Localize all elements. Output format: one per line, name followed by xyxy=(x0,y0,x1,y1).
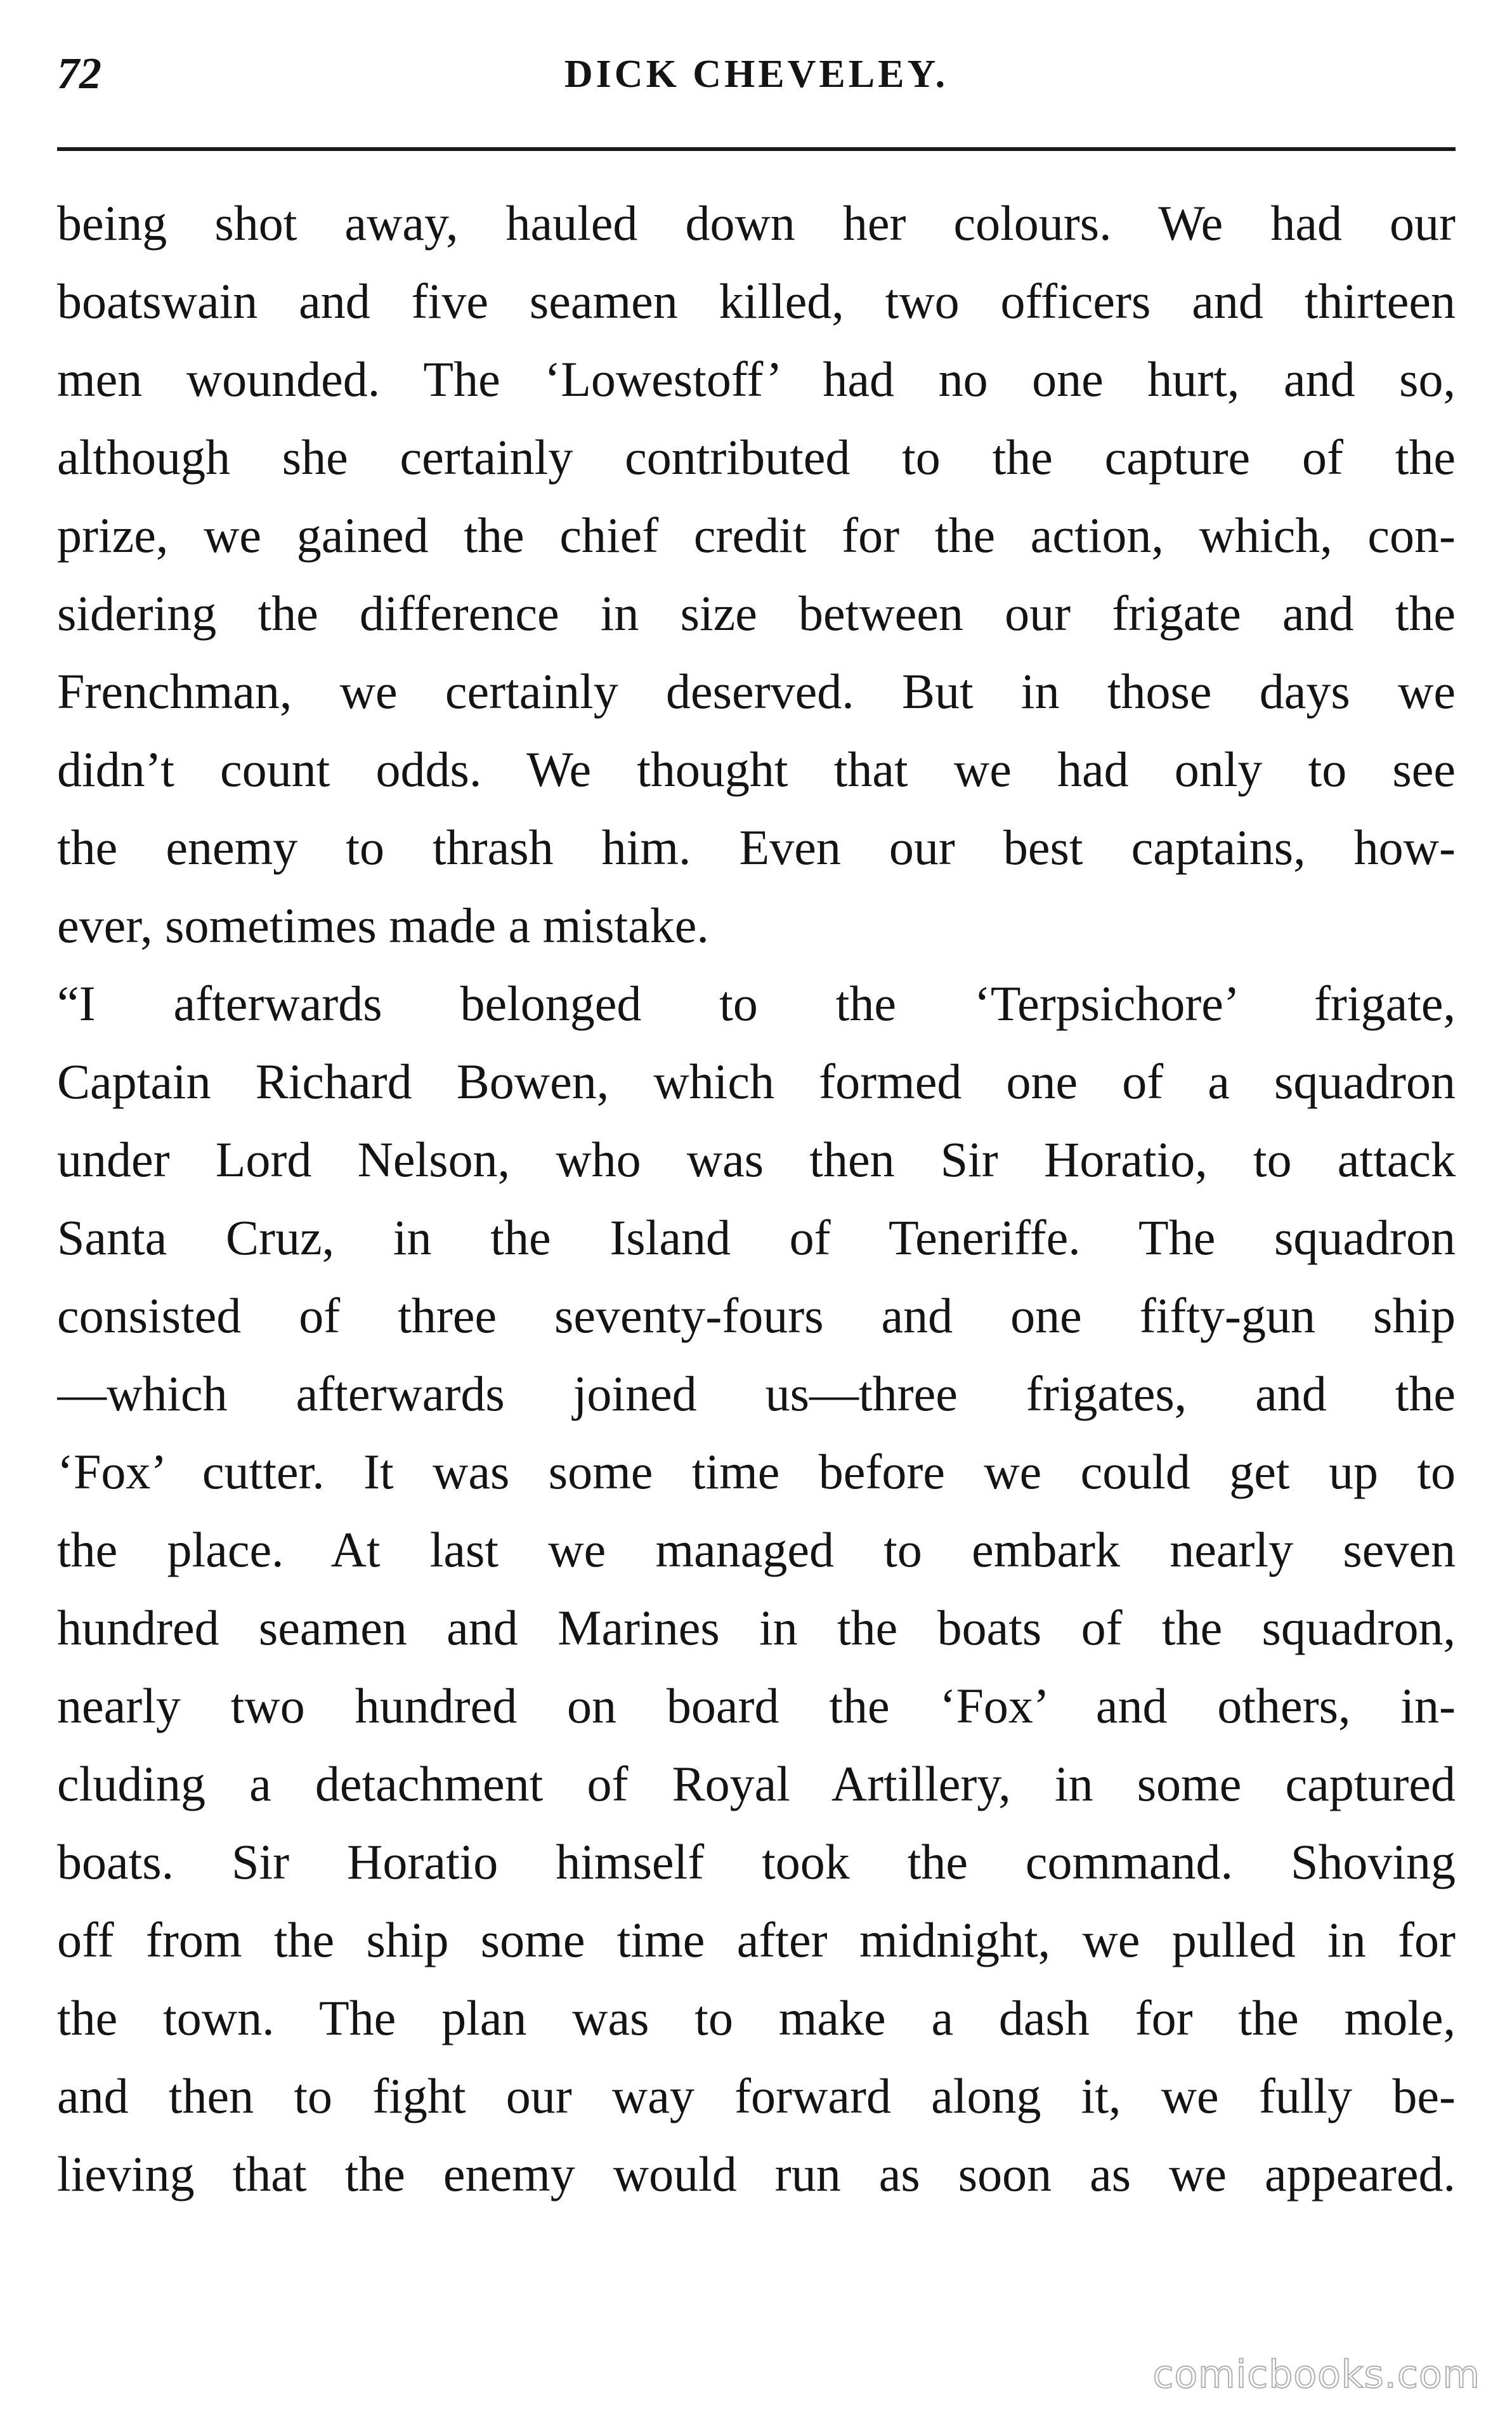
page-number: 72 xyxy=(57,49,101,98)
text-line: hundred seamen and Marines in the boats of the squadron, xyxy=(57,1600,1456,1655)
text-line: Santa Cruz, in the Island of Teneriffe. The squadron xyxy=(57,1210,1456,1265)
text-line: lieving that the enemy would run as soon as we appeared. xyxy=(57,2146,1456,2201)
text-line: consisted of three seventy-fours and one fifty-gun ship xyxy=(57,1288,1456,1343)
text-line: “I afterwards belonged to the ‘Terpsichore’ frigate, xyxy=(57,976,1456,1031)
text-line: boatswain and five seamen killed, two officers and thirteen xyxy=(57,273,1456,329)
text-line: prize, we gained the chief credit for the action, which, con- xyxy=(57,508,1456,563)
text-line: under Lord Nelson, who was then Sir Horatio, to attack xyxy=(57,1132,1456,1187)
text-line: cluding a detachment of Royal Artillery, in some captured xyxy=(57,1756,1456,1811)
text-line: boats. Sir Horatio himself took the command. Shoving xyxy=(57,1834,1456,1889)
text-line: sidering the difference in size between our frigate and the xyxy=(57,586,1456,641)
text-line: Captain Richard Bowen, which formed one of a squadron xyxy=(57,1054,1456,1109)
text-line: didn’t count odds. We thought that we had only to see xyxy=(57,742,1456,797)
header-rule xyxy=(57,147,1456,151)
text-line: men wounded. The ‘Lowestoff’ had no one hurt, and so, xyxy=(57,351,1456,407)
text-line: —which afterwards joined us—three frigates, and the xyxy=(57,1366,1456,1421)
text-line: nearly two hundred on board the ‘Fox’ and others, in- xyxy=(57,1678,1456,1733)
text-line: the enemy to thrash him. Even our best captains, how- xyxy=(57,820,1456,875)
text-line: off from the ship some time after midnight, we pulled in for xyxy=(57,1912,1456,1967)
text-line: although she certainly contributed to the capture of the xyxy=(57,430,1456,485)
text-line: Frenchman, we certainly deserved. But in those days we xyxy=(57,664,1456,719)
text-line: ‘Fox’ cutter. It was some time before we could get up to xyxy=(57,1444,1456,1499)
text-line: the place. At last we managed to embark nearly seven xyxy=(57,1522,1456,1577)
watermark: comicbooks.com xyxy=(1152,2352,1480,2397)
text-line: and then to fight our way forward along it, we fully be- xyxy=(57,2068,1456,2123)
text-line: the town. The plan was to make a dash for the mole, xyxy=(57,1990,1456,2045)
text-line: ever, sometimes made a mistake. xyxy=(57,898,709,953)
text-line: being shot away, hauled down her colours. We had our xyxy=(57,195,1456,251)
page-header xyxy=(57,39,1456,109)
body-text xyxy=(57,184,1456,2213)
running-title: DICK CHEVELEY. xyxy=(564,53,949,96)
